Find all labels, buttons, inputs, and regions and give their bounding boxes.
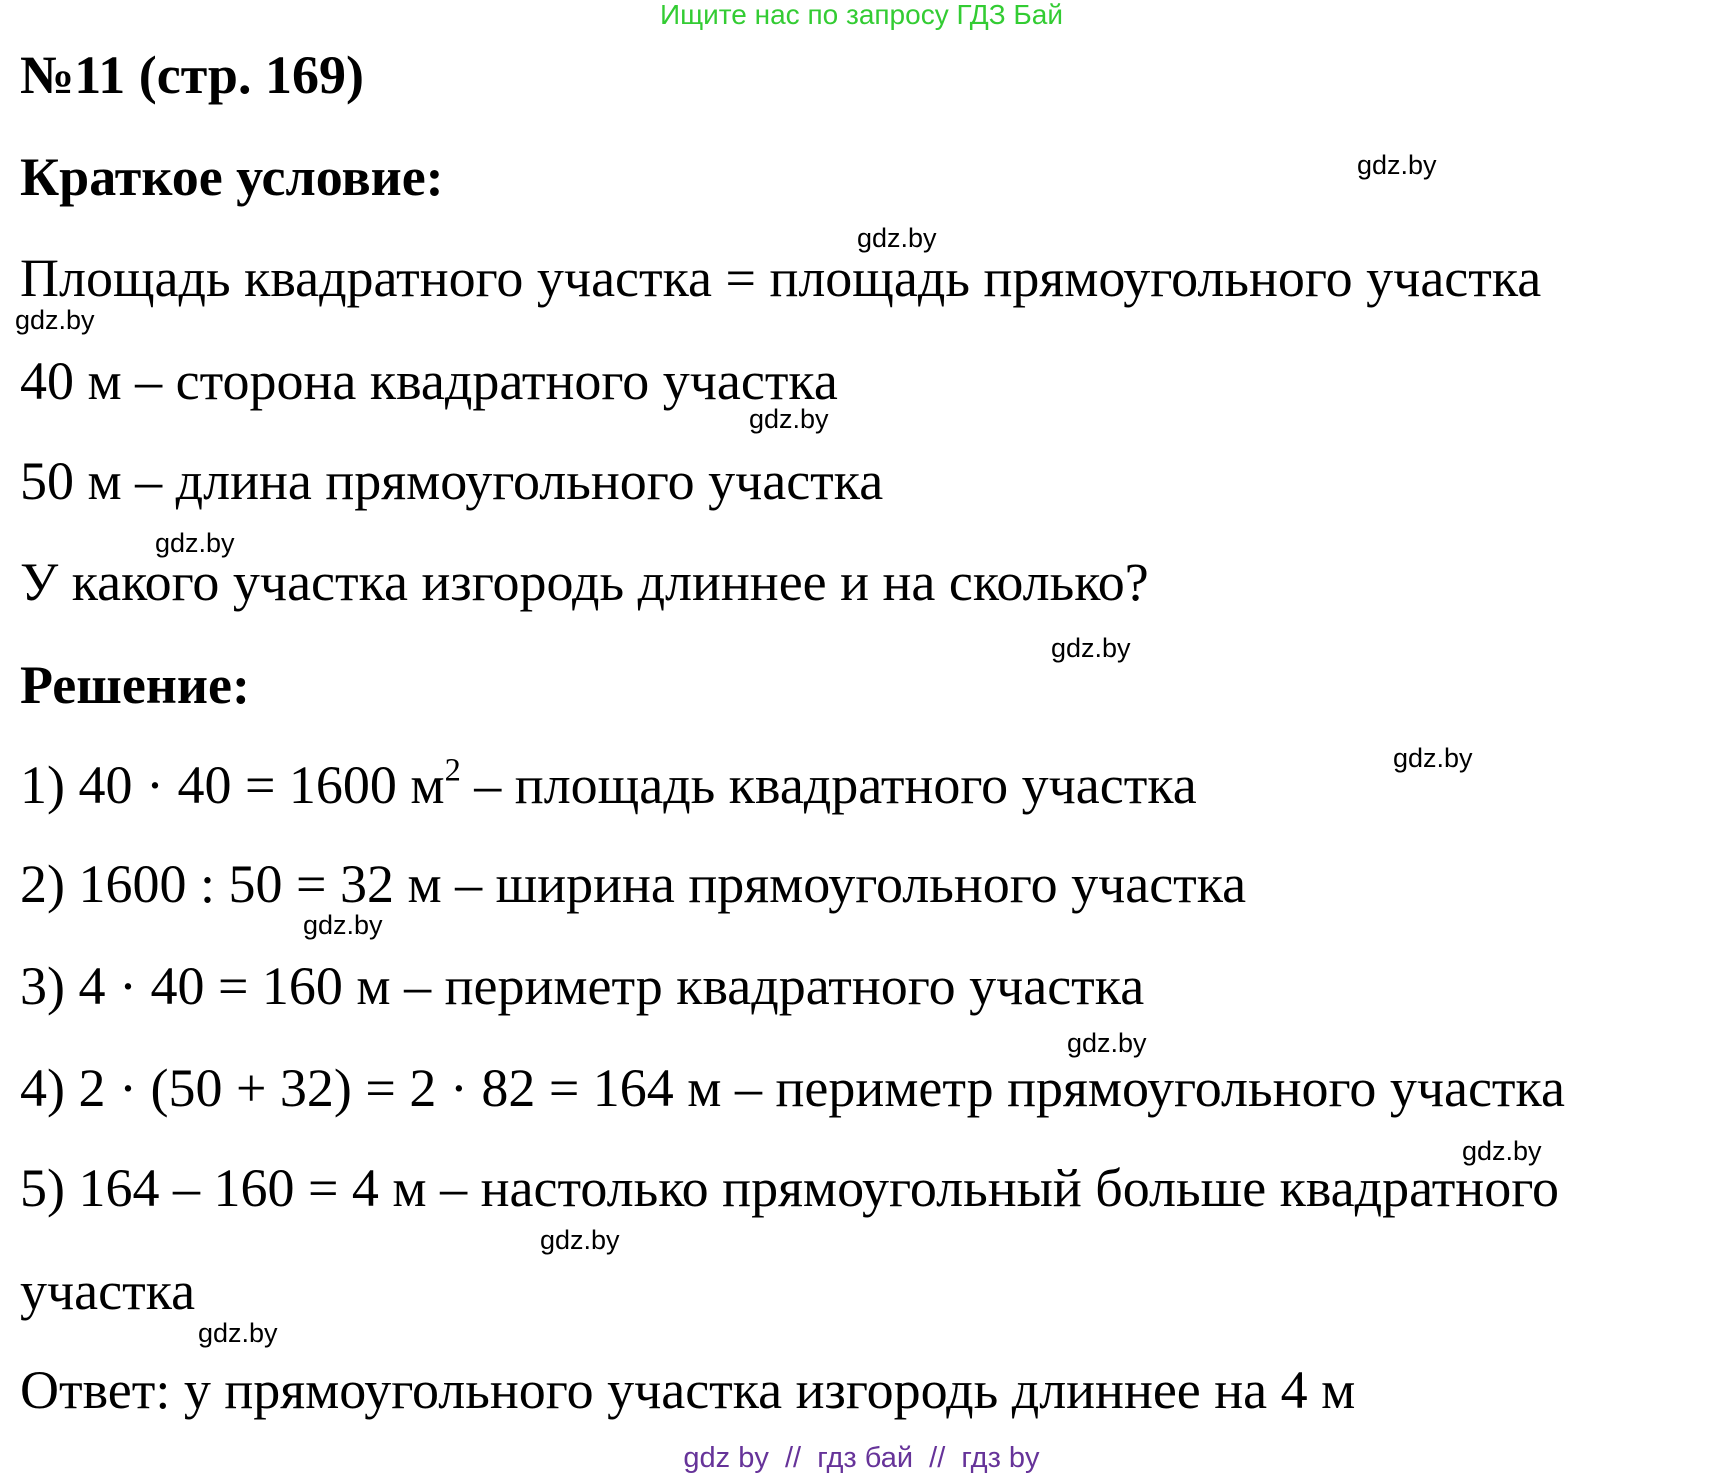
watermark: gdz.by	[155, 528, 235, 558]
step-text: 1) 40 · 40 = 1600 м	[20, 755, 445, 815]
condition-line: Площадь квадратного участка = площадь прямоугольного участка	[20, 248, 1542, 308]
step-text: – площадь квадратного участка	[460, 755, 1197, 815]
solution-heading: Решение:	[20, 655, 250, 715]
footer-links[interactable]: gdz by // гдз бай // гдз by	[683, 1442, 1040, 1474]
watermark: gdz.by	[540, 1225, 620, 1255]
header-banner[interactable]: Ищите нас по запросу ГДЗ Бай	[659, 0, 1064, 30]
condition-line: У какого участка изгородь длиннее и на сколько?	[20, 552, 1149, 612]
watermark: gdz.by	[1051, 633, 1131, 663]
solution-step: 3) 4 · 40 = 160 м – периметр квадратного участка	[20, 956, 1145, 1016]
watermark: gdz.by	[749, 404, 829, 434]
solution-step: 2) 1600 : 50 = 32 м – ширина прямоугольного участка	[20, 854, 1247, 914]
solution-step: 5) 164 – 160 = 4 м – настолько прямоугольный больше квадратного	[20, 1158, 1559, 1218]
condition-line: 50 м – длина прямоугольного участка	[20, 451, 884, 511]
condition-heading: Краткое условие:	[20, 147, 444, 207]
watermark: gdz.by	[198, 1318, 278, 1348]
solution-step	[20, 752, 1197, 815]
answer: Ответ: у прямоугольного участка изгородь длиннее на 4 м	[20, 1360, 1356, 1420]
watermark: gdz.by	[1067, 1028, 1147, 1058]
solution-step: участка	[20, 1261, 196, 1321]
watermark: gdz.by	[1357, 150, 1437, 180]
page-title: №11 (стр. 169)	[20, 45, 364, 105]
watermark: gdz.by	[15, 305, 95, 335]
watermark: gdz.by	[303, 910, 383, 940]
condition-line: 40 м – сторона квадратного участка	[20, 351, 838, 411]
solution-step: 4) 2 · (50 + 32) = 2 · 82 = 164 м – периметр прямоугольного участка	[20, 1058, 1565, 1118]
watermark: gdz.by	[1462, 1136, 1542, 1166]
superscript: 2	[444, 752, 461, 789]
watermark: gdz.by	[1393, 743, 1473, 773]
watermark: gdz.by	[857, 223, 937, 253]
